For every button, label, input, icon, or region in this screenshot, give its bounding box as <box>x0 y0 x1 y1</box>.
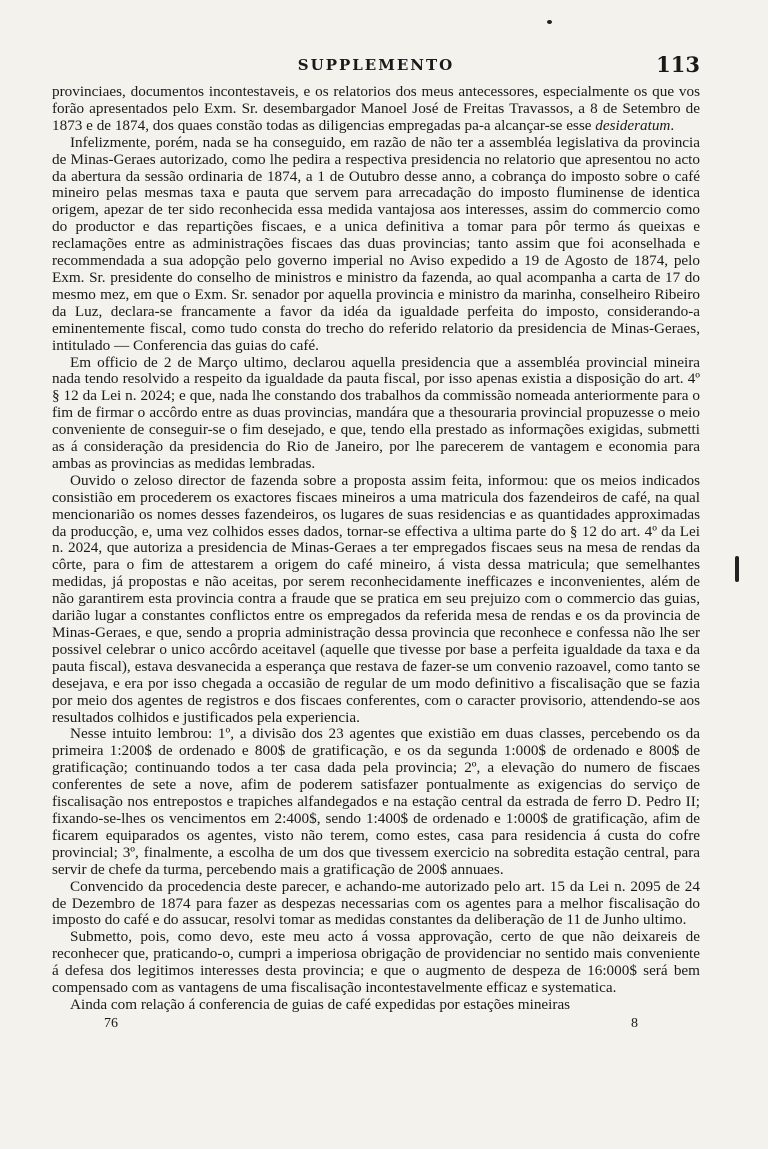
paragraph: Convencido da procedencia deste parecer, e achando-me autorizado pelo art. 15 da Lei n. 2095 de 24 de Dezembro de 1874 para fazer as despezas necessarias com os agentes para a melhor fiscalisação do imposto do café e do assucar, resolvi tomar as medidas constantes da deliberação de 11 de Junho ultimo. <box>52 877 700 929</box>
signature-mark: 8 <box>631 1015 638 1031</box>
paragraph: Submetto, pois, como devo, este meu acto á vossa approvação, certo de que não deixareis de reconhecer que, praticando-o, cumpri a imperiosa obrigação de providenciar no sentido mais conveniente á defesa dos legitimos interesses desta provincia; e que o augmento de despeza de 16:000$ será bem compensado com as vantagens de uma fiscalisação incontestavelmente efficaz e systematica. <box>52 928 700 997</box>
sheet-number: 76 <box>104 1015 118 1031</box>
page-number: 113 <box>656 52 700 77</box>
paragraph: Nesse intuito lembrou: 1º, a divisão dos 23 agentes que existião em duas classes, percebendo os da primeira 1:200$ de ordenado e 800$ de gratificação, e os da segunda 1:000$ de ordenado e 800$ de gratificação; continuando todos a ter casa dada pela provincia; 2º, a elevação do numero de fiscaes conferentes de sete a nove, afim de poderem satisfazer pontualmente as exigencias do serviço de fiscalisação nos entrepostos e trapiches alfandegados e na estação central da estrada de ferro D. Pedro II; fixando-se-lhes os vencimentos em 2:400$, sendo 1:400$ de ordenado e 1:000$ de gratificação, afim de ficarem equiparados os agentes, visto não terem, como estes, casa para residencia á custa do cofre provincial; 3º, finalmente, a escolha de um dos que tivessem exercicio na sobredita estação central, para servir de chefe da turma, percebendo mais a gratificação de 200$ annuaes. <box>52 725 700 878</box>
ink-speck <box>735 556 739 582</box>
page-footer <box>52 1016 700 1034</box>
paragraph-text: provinciaes, documentos incontestaveis, e os relatorios dos meus antecessores, especialmente os que vos forão apresentados pelo Exm. Sr. desembargador Manoel José de Freitas Travassos, a 8 de Setembro de 1873 e de 1874, dos quaes constão todas as diligencias empregadas pa-a alcançar-se esse <box>52 83 700 134</box>
document-page <box>52 52 700 1034</box>
paragraph: Ainda com relação á conferencia de guias de café expedidas por estações mineiras <box>70 995 571 1013</box>
ink-speck <box>547 20 552 24</box>
paragraph: Infelizmente, porém, nada se ha conseguido, em razão de não ter a assembléa legislativa da provincia de Minas-Geraes autorizado, como lhe pedira a respectiva presidencia no relatorio que apresentou no acto da abertura da sessão ordinaria de 1874, a 1 de Outubro desse anno, a cobrança do imposto sobre o café mineiro pelas mesmas taxa e pauta que servem para arrecadação do imposto fluminense de identica origem, apezar de ter sido reconhecida essa medida vantajosa aos interesses, assim do commercio como do productor e das repartições fiscaes, e a unica definitiva a tomar para pôr termo ás queixas e reclamações entre as administrações fiscaes das duas provincias; tanto assim que foi aconselhada e recommendada a sua adopção pelo governo imperial no Aviso expedido a 19 de Agosto de 1874, pelo Exm. Sr. presidente do conselho de ministros e ministro da fazenda, ao qual acompanha a carta de 17 do mesmo mez, em que o Exm. Sr. senador por aquella provincia e ministro da marinha, conselheiro Ribeiro da Luz, declara-se francamente a favor da idéa da igualdade perfeita do imposto, considerando-a eminentemente fiscal, como tudo consta do trecho do referido relatorio da presidencia de Minas-Geraes, intitulado — Conferencia das guias do café. <box>52 133 700 354</box>
page-header <box>52 52 700 84</box>
paragraph-end: . <box>670 116 675 134</box>
paragraph <box>52 84 700 135</box>
running-title: SUPPLEMENTO <box>297 56 455 74</box>
paragraph: Ouvido o zeloso director de fazenda sobre a proposta assim feita, informou: que os meios indicados consistião em procederem os exactores fiscaes mineiros a uma matricula dos fazendeiros de café, na qual mencionarião os nomes desses fazendeiros, os lugares de suas residencias e as quantidades approximadas da producção, e, uma vez colhidos esses dados, tornar-se effectiva a ultima parte do § 12 do art. 4º da Lei n. 2024, que autoriza a presidencia de Minas-Geraes a ter empregados fiscaes seus na mesa de rendas da côrte, para o fim de attestarem a origem do café mineiro, á vista dessa matricula; que semelhantes medidas, já propostas e não aceitas, por serem reconhecidamente inefficazes e inconvenientes, além de não garantirem esta provincia contra a fraude que se pratica em seu prejuizo com o commercio das guias, darião lugar a constantes conflictos entre os empregados da referida mesa de rendas e os da provincia de Minas-Geraes, e que, sendo a propria administração dessa provincia que reconhece e confessa não lhe ser possivel celebrar o unico accôrdo aceitavel (aquelle que tivesse por base a perfeita igualdade da taxa e da pauta fiscal), estava desvanecida a esperança que restava de fazer-se um convenio razoavel, como tanto se desejava, e era por isso chegada a occasião de regular de um modo definitivo a fiscalisação que se fazia por meio dos agentes de registros e dos fiscaes conferentes, com o caracter provisorio, attendendo-se aos resultados colhidos e justificados pela experiencia. <box>52 471 700 726</box>
paragraph: Em officio de 2 de Março ultimo, declarou aquella presidencia que a assembléa provincial mineira nada tendo resolvido a respeito da igualdade da pauta fiscal, por isso apenas existia a disposição do art. 4º § 12 da Lei n. 2024; e que, nada lhe constando dos trabalhos da commissão nomeada anteriormente para o fim de firmar o accôrdo entre as duas provincias, mandára que a thesouraria provincial propuzesse o meio conveniente de conseguir-se o fim desejado, e que, tendo ella prestado as informações exigidas, submetti as á consideração da presidencia do Rio de Janeiro, por lhe parecerem de vantagem e economia para ambas as provincias as medidas lembradas. <box>52 353 700 472</box>
italic-term: desideratum <box>595 116 671 134</box>
body-text <box>52 84 700 1014</box>
